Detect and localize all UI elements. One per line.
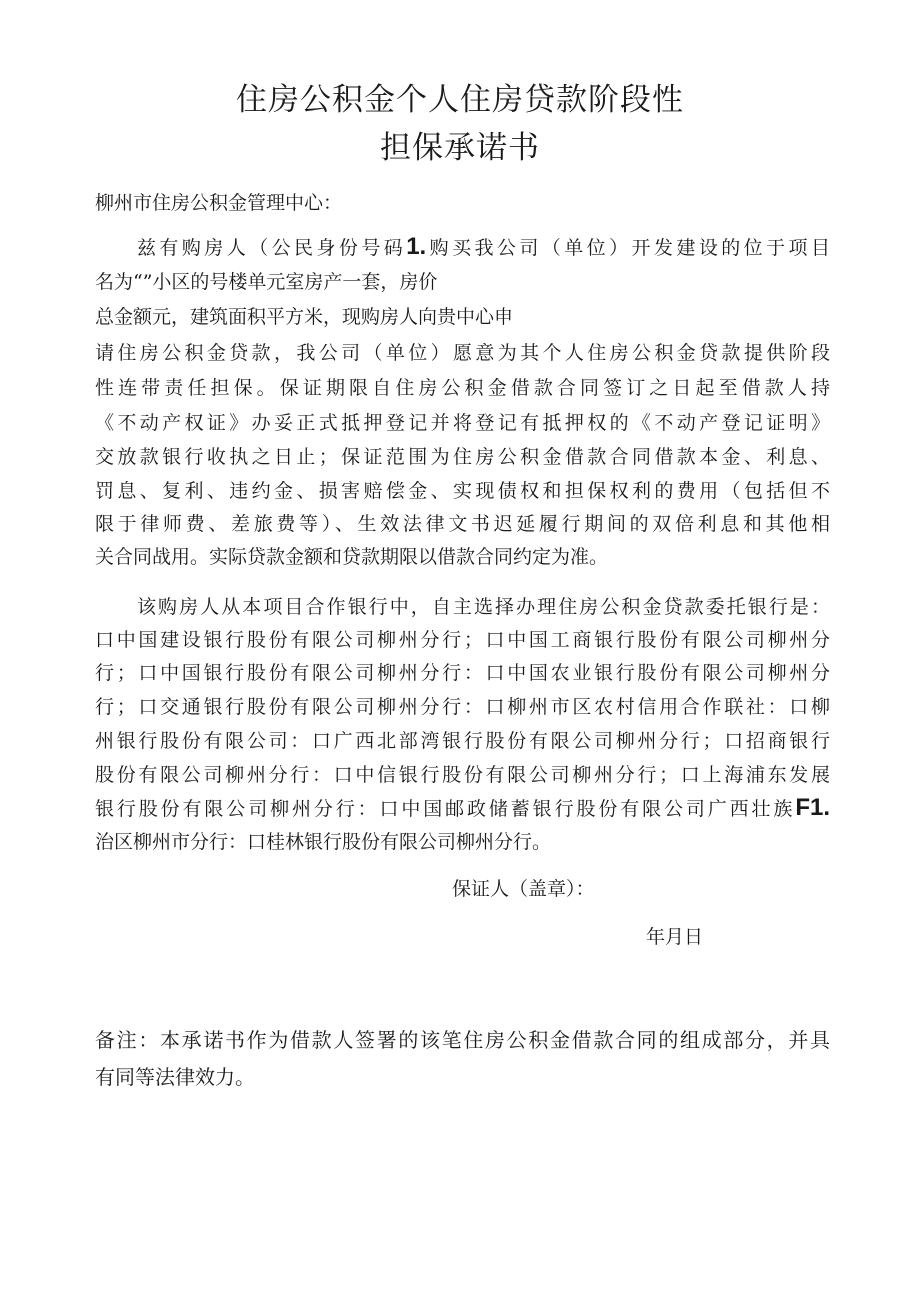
paragraph1-line8: 罚息、复利、违约金、损害赔偿金、实现债权和担保权利的费用（包括但不 xyxy=(95,480,830,502)
document-title-line2: 担保承诺书 xyxy=(380,130,540,166)
paragraph2-line6: 股份有限公司柳州分行：口中信银行股份有限公司柳州分行；口上海浦东发展 xyxy=(95,764,830,786)
paragraph1-line7: 交放款银行收执之日止；保证范围为住房公积金借款合同借款本金、利息、 xyxy=(95,446,830,468)
paragraph2-line7-text: 银行股份有限公司柳州分行：口中国邮政储蓄银行股份有限公司广西壮族 xyxy=(95,798,796,820)
note-line1: 备注：本承诺书作为借款人签署的该笔住房公积金借款合同的组成部分，并具 xyxy=(95,1028,830,1052)
paragraph2-line4: 行；口交通银行股份有限公司柳州分行：口柳州市区农村信用合作联社：口柳 xyxy=(95,696,830,718)
paragraph1-line4: 请住房公积金贷款，我公司（单位）愿意为其个人住房公积金贷款提供阶段 xyxy=(95,342,830,364)
paragraph1-line2: 名为“”小区的号楼单元室房产一套，房价 xyxy=(95,271,438,293)
paragraph2-line7-marker: F1. xyxy=(795,794,830,821)
guarantor-seal-label: 保证人（盖章）： xyxy=(452,878,595,900)
paragraph1-line1 xyxy=(137,234,830,261)
paragraph2-line3: 行；口中国银行股份有限公司柳州分行：口中国农业银行股份有限公司柳州分 xyxy=(95,662,830,684)
paragraph1-line10: 关合同战用。实际贷款金额和贷款期限以借款合同约定为准。 xyxy=(95,546,609,568)
paragraph1-line1-post: 购买我公司（单位）开发建设的位于项目 xyxy=(426,237,830,259)
date-label: 年月日 xyxy=(646,926,704,948)
paragraph2-line7 xyxy=(95,795,830,822)
paragraph2-line8: 治区柳州市分行：口桂林银行股份有限公司柳州分行。 xyxy=(95,831,552,853)
paragraph1-line1-number: 1. xyxy=(406,233,427,260)
paragraph1-line1-pre: 兹有购房人（公民身份号码 xyxy=(137,237,407,259)
document-title-line1: 住房公积金个人住房贷款阶段性 xyxy=(236,82,684,118)
paragraph1-line6: 《不动产权证》办妥正式抵押登记并将登记有抵押权的《不动产登记证明》 xyxy=(95,412,830,434)
paragraph2-line5: 州银行股份有限公司：口广西北部湾银行股份有限公司柳州分行；口招商银行 xyxy=(95,730,830,752)
paragraph2-line2: 口中国建设银行股份有限公司柳州分行；口中国工商银行股份有限公司柳州分 xyxy=(95,629,830,651)
paragraph1-line5: 性连带责任担保。保证期限自住房公积金借款合同签订之日起至借款人持 xyxy=(95,377,830,399)
salutation: 柳州市住房公积金管理中心： xyxy=(95,192,343,214)
note-line2: 有同等法律效力。 xyxy=(95,1065,255,1089)
paragraph2-line1: 该购房人从本项目合作银行中，自主选择办理住房公积金贷款委托银行是： xyxy=(137,596,830,618)
paragraph1-line3: 总金额元，建筑面积平方米，现购房人向贵中心申 xyxy=(95,306,514,328)
paragraph1-line9: 限于律师费、差旅费等）、生效法律文书迟延履行期间的双倍利息和其他相 xyxy=(95,513,830,535)
